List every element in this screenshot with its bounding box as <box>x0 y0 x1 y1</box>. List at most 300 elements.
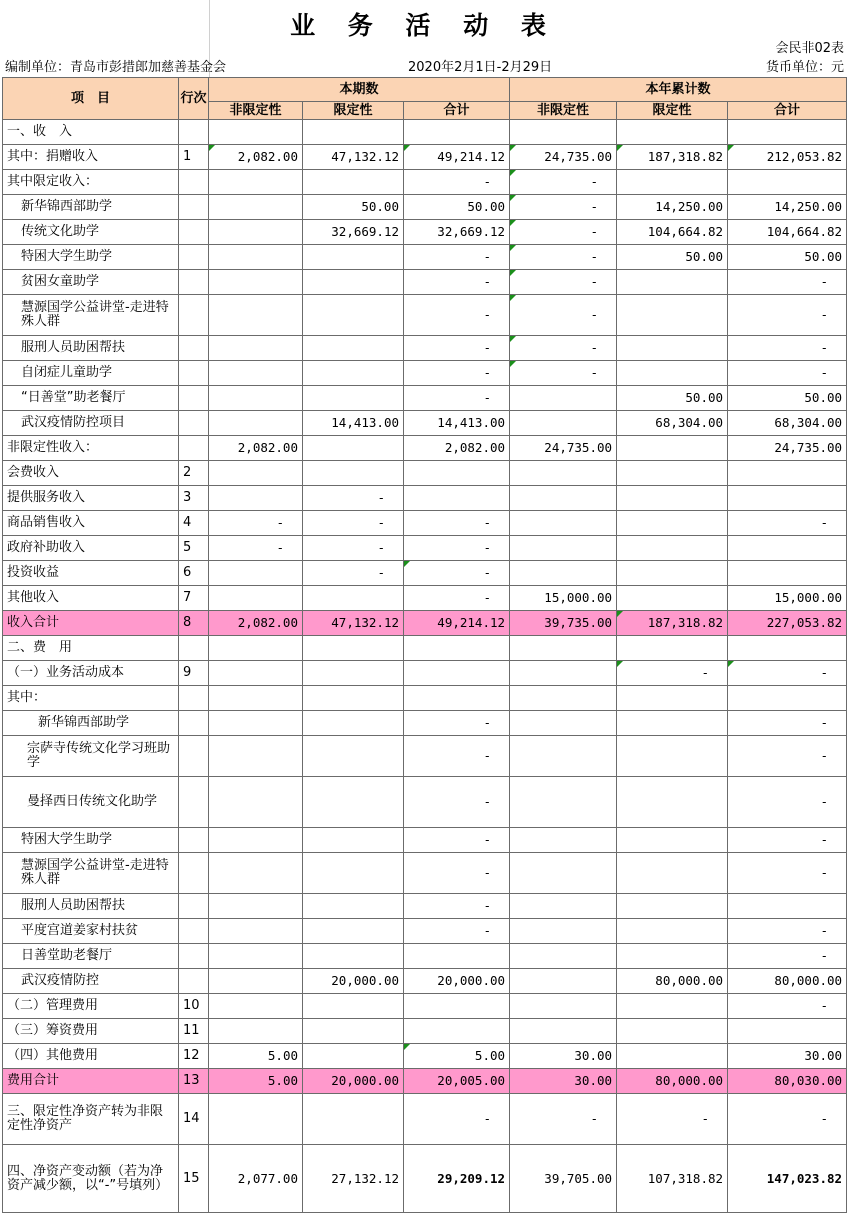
cell-current-total <box>404 661 510 686</box>
cell-ytd-total: - <box>728 295 847 336</box>
cell-ytd-restricted: 187,318.82 <box>617 611 728 636</box>
cell-ytd-unrestricted <box>510 736 617 777</box>
cell-ytd-total: 14,250.00 <box>728 195 847 220</box>
cell-ytd-restricted <box>617 994 728 1019</box>
cell-current-unrestricted <box>209 944 303 969</box>
cell-ytd-total: 30.00 <box>728 1044 847 1069</box>
cell-current-total: - <box>404 894 510 919</box>
cell-ytd-unrestricted <box>510 511 617 536</box>
row-item-label: 三、限定性净资产转为非限定性净资产 <box>3 1094 179 1145</box>
cell-ytd-total: 104,664.82 <box>728 220 847 245</box>
row-line-number: 6 <box>179 561 209 586</box>
cell-ytd-total <box>728 486 847 511</box>
cell-current-total: - <box>404 1094 510 1145</box>
row-item-label: （三）筹资费用 <box>3 1019 179 1044</box>
cell-current-restricted <box>303 386 404 411</box>
cell-current-restricted: 27,132.12 <box>303 1145 404 1213</box>
header-ytd-unrestricted: 非限定性 <box>510 102 617 120</box>
cell-ytd-unrestricted: 24,735.00 <box>510 145 617 170</box>
row-item-label: 二、费 用 <box>3 636 179 661</box>
row-item-label: 武汉疫情防控 <box>3 969 179 994</box>
cell-current-unrestricted <box>209 561 303 586</box>
cell-ytd-total <box>728 561 847 586</box>
row-line-number <box>179 170 209 195</box>
cell-ytd-unrestricted <box>510 536 617 561</box>
cell-current-restricted: 47,132.12 <box>303 145 404 170</box>
cell-ytd-unrestricted <box>510 411 617 436</box>
row-item-label: 日善堂助老餐厅 <box>3 944 179 969</box>
cell-ytd-restricted <box>617 736 728 777</box>
cell-current-unrestricted <box>209 486 303 511</box>
table-row <box>3 461 847 486</box>
cell-ytd-restricted <box>617 461 728 486</box>
cell-ytd-restricted: 80,000.00 <box>617 969 728 994</box>
row-item-label: 特困大学生助学 <box>3 828 179 853</box>
cell-ytd-unrestricted <box>510 919 617 944</box>
cell-current-unrestricted <box>209 361 303 386</box>
cell-current-unrestricted: 2,082.00 <box>209 145 303 170</box>
cell-ytd-restricted <box>617 511 728 536</box>
cell-ytd-unrestricted: - <box>510 336 617 361</box>
form-code: 会民非02表 <box>775 41 844 56</box>
cell-current-restricted <box>303 1044 404 1069</box>
cell-current-unrestricted <box>209 336 303 361</box>
cell-current-unrestricted <box>209 636 303 661</box>
row-item-label: 其中：捐赠收入 <box>3 145 179 170</box>
cell-ytd-unrestricted <box>510 561 617 586</box>
table-row <box>3 245 847 270</box>
cell-current-restricted <box>303 586 404 611</box>
cell-ytd-restricted <box>617 361 728 386</box>
table-row <box>3 436 847 461</box>
cell-current-total: 20,005.00 <box>404 1069 510 1094</box>
table-row <box>3 1145 847 1213</box>
cell-current-unrestricted <box>209 120 303 145</box>
row-line-number: 2 <box>179 461 209 486</box>
row-line-number <box>179 220 209 245</box>
cell-current-unrestricted <box>209 777 303 828</box>
cell-current-restricted <box>303 828 404 853</box>
cell-ytd-total: - <box>728 828 847 853</box>
cell-ytd-restricted <box>617 486 728 511</box>
cell-current-total: 14,413.00 <box>404 411 510 436</box>
cell-ytd-restricted <box>617 828 728 853</box>
cell-current-total <box>404 120 510 145</box>
row-item-label: 收入合计 <box>3 611 179 636</box>
row-item-label: 贫困女童助学 <box>3 270 179 295</box>
cell-current-unrestricted <box>209 828 303 853</box>
report-period: 2020年2月1日-2月29日 <box>408 60 553 75</box>
cell-ytd-unrestricted <box>510 828 617 853</box>
table-row <box>3 561 847 586</box>
table-row <box>3 145 847 170</box>
cell-ytd-restricted: - <box>617 1094 728 1145</box>
cell-current-restricted: 50.00 <box>303 195 404 220</box>
row-item-label: 其中限定收入： <box>3 170 179 195</box>
table-row <box>3 511 847 536</box>
cell-current-restricted <box>303 436 404 461</box>
row-line-number <box>179 919 209 944</box>
cell-ytd-unrestricted: 15,000.00 <box>510 586 617 611</box>
cell-ytd-restricted <box>617 586 728 611</box>
cell-current-total: - <box>404 919 510 944</box>
table-row <box>3 1019 847 1044</box>
cell-ytd-restricted <box>617 295 728 336</box>
cell-ytd-total: - <box>728 736 847 777</box>
cell-current-total <box>404 944 510 969</box>
cell-current-restricted: 20,000.00 <box>303 1069 404 1094</box>
row-item-label: 武汉疫情防控项目 <box>3 411 179 436</box>
cell-ytd-total: - <box>728 1094 847 1145</box>
cell-ytd-total: 24,735.00 <box>728 436 847 461</box>
cell-ytd-unrestricted <box>510 853 617 894</box>
cell-current-restricted: - <box>303 561 404 586</box>
row-line-number <box>179 853 209 894</box>
cell-ytd-restricted <box>617 777 728 828</box>
header-ytd-restricted: 限定性 <box>617 102 728 120</box>
table-row <box>3 686 847 711</box>
cell-ytd-total <box>728 1019 847 1044</box>
cell-ytd-total: 227,053.82 <box>728 611 847 636</box>
row-line-number: 5 <box>179 536 209 561</box>
row-line-number: 15 <box>179 1145 209 1213</box>
table-row <box>3 894 847 919</box>
cell-ytd-restricted <box>617 120 728 145</box>
cell-current-total: - <box>404 170 510 195</box>
table-row <box>3 919 847 944</box>
cell-ytd-restricted <box>617 636 728 661</box>
cell-ytd-total: - <box>728 711 847 736</box>
table-row <box>3 361 847 386</box>
cell-ytd-restricted <box>617 170 728 195</box>
cell-ytd-unrestricted <box>510 711 617 736</box>
row-item-label: 政府补助收入 <box>3 536 179 561</box>
table-row <box>3 777 847 828</box>
cell-current-restricted <box>303 894 404 919</box>
cell-current-unrestricted: - <box>209 511 303 536</box>
cell-current-unrestricted <box>209 711 303 736</box>
cell-ytd-restricted <box>617 436 728 461</box>
cell-current-total: - <box>404 853 510 894</box>
cell-ytd-unrestricted <box>510 894 617 919</box>
cell-ytd-unrestricted: 30.00 <box>510 1069 617 1094</box>
table-row <box>3 636 847 661</box>
header-current-restricted: 限定性 <box>303 102 404 120</box>
cell-current-total: - <box>404 386 510 411</box>
table-row <box>3 220 847 245</box>
cell-current-unrestricted <box>209 853 303 894</box>
cell-current-unrestricted <box>209 245 303 270</box>
row-item-label: 慧源国学公益讲堂-走进特殊人群 <box>3 295 179 336</box>
cell-current-restricted <box>303 336 404 361</box>
row-line-number <box>179 245 209 270</box>
cell-ytd-unrestricted <box>510 636 617 661</box>
cell-ytd-total: - <box>728 994 847 1019</box>
table-row <box>3 586 847 611</box>
cell-current-total: - <box>404 336 510 361</box>
cell-ytd-restricted: 80,000.00 <box>617 1069 728 1094</box>
row-item-label: 自闭症儿童助学 <box>3 361 179 386</box>
cell-current-restricted <box>303 686 404 711</box>
table-row <box>3 1044 847 1069</box>
cell-current-total: - <box>404 511 510 536</box>
header-current-total: 合计 <box>404 102 510 120</box>
row-line-number: 10 <box>179 994 209 1019</box>
cell-current-unrestricted <box>209 1094 303 1145</box>
cell-current-unrestricted <box>209 919 303 944</box>
row-line-number <box>179 436 209 461</box>
cell-ytd-restricted <box>617 536 728 561</box>
cell-current-restricted <box>303 245 404 270</box>
cell-ytd-unrestricted: - <box>510 295 617 336</box>
cell-current-unrestricted <box>209 969 303 994</box>
row-item-label: （二）管理费用 <box>3 994 179 1019</box>
cell-ytd-total: 212,053.82 <box>728 145 847 170</box>
header-current-period: 本期数 <box>209 78 510 102</box>
cell-current-total <box>404 636 510 661</box>
row-line-number <box>179 969 209 994</box>
row-line-number: 13 <box>179 1069 209 1094</box>
row-line-number <box>179 736 209 777</box>
row-line-number <box>179 828 209 853</box>
row-item-label: 费用合计 <box>3 1069 179 1094</box>
cell-current-restricted <box>303 295 404 336</box>
cell-current-total: - <box>404 711 510 736</box>
row-item-label: 四、净资产变动额（若为净资产减少额，以“-”号填列） <box>3 1145 179 1213</box>
cell-current-restricted <box>303 461 404 486</box>
cell-ytd-total <box>728 686 847 711</box>
cell-current-total: 29,209.12 <box>404 1145 510 1213</box>
row-item-label: 其中： <box>3 686 179 711</box>
cell-ytd-total: - <box>728 944 847 969</box>
cell-current-unrestricted <box>209 170 303 195</box>
cell-current-total: - <box>404 777 510 828</box>
row-item-label: 一、收 入 <box>3 120 179 145</box>
cell-current-total <box>404 1019 510 1044</box>
cell-current-restricted <box>303 919 404 944</box>
row-item-label: 商品销售收入 <box>3 511 179 536</box>
cell-ytd-unrestricted: - <box>510 270 617 295</box>
row-line-number <box>179 270 209 295</box>
cell-current-total: 5.00 <box>404 1044 510 1069</box>
cell-ytd-total <box>728 170 847 195</box>
cell-ytd-restricted <box>617 944 728 969</box>
cell-ytd-unrestricted: 39,705.00 <box>510 1145 617 1213</box>
cell-current-restricted <box>303 944 404 969</box>
cell-current-total: 20,000.00 <box>404 969 510 994</box>
cell-ytd-unrestricted: - <box>510 220 617 245</box>
cell-ytd-unrestricted: - <box>510 1094 617 1145</box>
cell-current-total <box>404 461 510 486</box>
row-line-number: 7 <box>179 586 209 611</box>
cell-current-unrestricted: 2,082.00 <box>209 611 303 636</box>
cell-ytd-total: 50.00 <box>728 386 847 411</box>
table-row <box>3 170 847 195</box>
cell-ytd-restricted <box>617 894 728 919</box>
cell-current-total: - <box>404 245 510 270</box>
row-item-label: 新华锦西部助学 <box>3 195 179 220</box>
table-row <box>3 295 847 336</box>
cell-current-total: - <box>404 561 510 586</box>
cell-ytd-restricted: 68,304.00 <box>617 411 728 436</box>
cell-ytd-restricted: 14,250.00 <box>617 195 728 220</box>
cell-ytd-total: 147,023.82 <box>728 1145 847 1213</box>
row-line-number <box>179 711 209 736</box>
cell-current-total: 50.00 <box>404 195 510 220</box>
cell-ytd-total <box>728 120 847 145</box>
row-line-number <box>179 411 209 436</box>
cell-current-restricted <box>303 120 404 145</box>
row-line-number <box>179 386 209 411</box>
cell-current-restricted: 47,132.12 <box>303 611 404 636</box>
row-line-number <box>179 894 209 919</box>
cell-ytd-unrestricted <box>510 661 617 686</box>
cell-ytd-restricted: - <box>617 661 728 686</box>
row-line-number <box>179 686 209 711</box>
cell-ytd-unrestricted: 30.00 <box>510 1044 617 1069</box>
cell-current-total: - <box>404 586 510 611</box>
cell-current-restricted <box>303 711 404 736</box>
cell-ytd-total: - <box>728 270 847 295</box>
header-item: 项 目 <box>3 78 179 120</box>
row-item-label: 慧源国学公益讲堂-走进特殊人群 <box>3 853 179 894</box>
row-item-label: 曼择西日传统文化助学 <box>3 777 179 828</box>
row-item-label: 非限定性收入： <box>3 436 179 461</box>
activity-table <box>2 77 847 1213</box>
cell-current-restricted: - <box>303 536 404 561</box>
cell-ytd-total: 15,000.00 <box>728 586 847 611</box>
cell-current-unrestricted <box>209 994 303 1019</box>
cell-current-total: - <box>404 361 510 386</box>
table-row <box>3 736 847 777</box>
row-line-number <box>179 295 209 336</box>
cell-current-unrestricted <box>209 270 303 295</box>
table-row <box>3 486 847 511</box>
cell-current-total: - <box>404 536 510 561</box>
cell-current-unrestricted <box>209 220 303 245</box>
header-current-unrestricted: 非限定性 <box>209 102 303 120</box>
table-row <box>3 336 847 361</box>
cell-ytd-total <box>728 894 847 919</box>
cell-ytd-unrestricted <box>510 944 617 969</box>
cell-current-restricted <box>303 777 404 828</box>
cell-current-total: 32,669.12 <box>404 220 510 245</box>
row-item-label: “日善堂”助老餐厅 <box>3 386 179 411</box>
cell-ytd-restricted <box>617 336 728 361</box>
row-line-number: 9 <box>179 661 209 686</box>
reporting-unit: 编制单位：青岛市彭措郎加慈善基金会 <box>5 60 227 75</box>
table-row <box>3 1069 847 1094</box>
table-row <box>3 994 847 1019</box>
cell-ytd-total: - <box>728 336 847 361</box>
row-item-label: 服刑人员助困帮扶 <box>3 894 179 919</box>
cell-current-restricted <box>303 1019 404 1044</box>
header-line: 行次 <box>179 78 209 120</box>
cell-current-unrestricted: 5.00 <box>209 1044 303 1069</box>
cell-current-restricted <box>303 636 404 661</box>
cell-current-restricted: 32,669.12 <box>303 220 404 245</box>
row-item-label: 特困大学生助学 <box>3 245 179 270</box>
cell-ytd-unrestricted: - <box>510 170 617 195</box>
table-row <box>3 853 847 894</box>
cell-current-restricted <box>303 853 404 894</box>
cell-current-unrestricted <box>209 461 303 486</box>
cell-ytd-restricted <box>617 1019 728 1044</box>
cell-current-unrestricted <box>209 1019 303 1044</box>
cell-ytd-unrestricted <box>510 686 617 711</box>
cell-ytd-unrestricted: - <box>510 195 617 220</box>
cell-ytd-total: 80,030.00 <box>728 1069 847 1094</box>
cell-current-total: 49,214.12 <box>404 611 510 636</box>
report-title: 业 务 活 动 表 <box>290 11 558 40</box>
cell-ytd-unrestricted <box>510 777 617 828</box>
cell-ytd-restricted <box>617 561 728 586</box>
table-row <box>3 536 847 561</box>
row-line-number <box>179 944 209 969</box>
cell-current-total: - <box>404 295 510 336</box>
cell-current-unrestricted <box>209 894 303 919</box>
cell-ytd-total: - <box>728 777 847 828</box>
cell-ytd-unrestricted: - <box>510 361 617 386</box>
cell-ytd-total: - <box>728 511 847 536</box>
cell-ytd-total <box>728 461 847 486</box>
cell-current-restricted: - <box>303 511 404 536</box>
cell-ytd-total: - <box>728 661 847 686</box>
row-line-number <box>179 120 209 145</box>
cell-ytd-total <box>728 636 847 661</box>
table-row <box>3 386 847 411</box>
cell-ytd-restricted: 187,318.82 <box>617 145 728 170</box>
cell-current-unrestricted <box>209 586 303 611</box>
row-item-label: 平度宫道姜家村扶贫 <box>3 919 179 944</box>
cell-current-unrestricted: 2,077.00 <box>209 1145 303 1213</box>
cell-current-total <box>404 486 510 511</box>
cell-ytd-unrestricted: 39,735.00 <box>510 611 617 636</box>
table-row <box>3 944 847 969</box>
cell-current-unrestricted: 2,082.00 <box>209 436 303 461</box>
cell-current-restricted <box>303 994 404 1019</box>
cell-current-total: 2,082.00 <box>404 436 510 461</box>
cell-current-unrestricted <box>209 386 303 411</box>
cell-current-restricted <box>303 736 404 777</box>
cell-current-restricted: 14,413.00 <box>303 411 404 436</box>
cell-ytd-unrestricted <box>510 120 617 145</box>
cell-ytd-unrestricted <box>510 486 617 511</box>
row-line-number <box>179 636 209 661</box>
cell-ytd-unrestricted <box>510 969 617 994</box>
cell-current-restricted <box>303 361 404 386</box>
cell-current-unrestricted <box>209 411 303 436</box>
row-line-number: 4 <box>179 511 209 536</box>
cell-ytd-restricted <box>617 919 728 944</box>
row-line-number: 1 <box>179 145 209 170</box>
cell-ytd-restricted: 50.00 <box>617 386 728 411</box>
cell-ytd-unrestricted <box>510 386 617 411</box>
table-row <box>3 969 847 994</box>
row-item-label: 其他收入 <box>3 586 179 611</box>
cell-ytd-unrestricted: - <box>510 245 617 270</box>
cell-current-total: - <box>404 828 510 853</box>
row-line-number: 8 <box>179 611 209 636</box>
cell-ytd-unrestricted: 24,735.00 <box>510 436 617 461</box>
table-row <box>3 611 847 636</box>
cell-ytd-total: - <box>728 361 847 386</box>
cell-ytd-total: - <box>728 919 847 944</box>
cell-current-unrestricted <box>209 686 303 711</box>
cell-current-restricted <box>303 661 404 686</box>
cell-ytd-total: 68,304.00 <box>728 411 847 436</box>
row-line-number: 11 <box>179 1019 209 1044</box>
